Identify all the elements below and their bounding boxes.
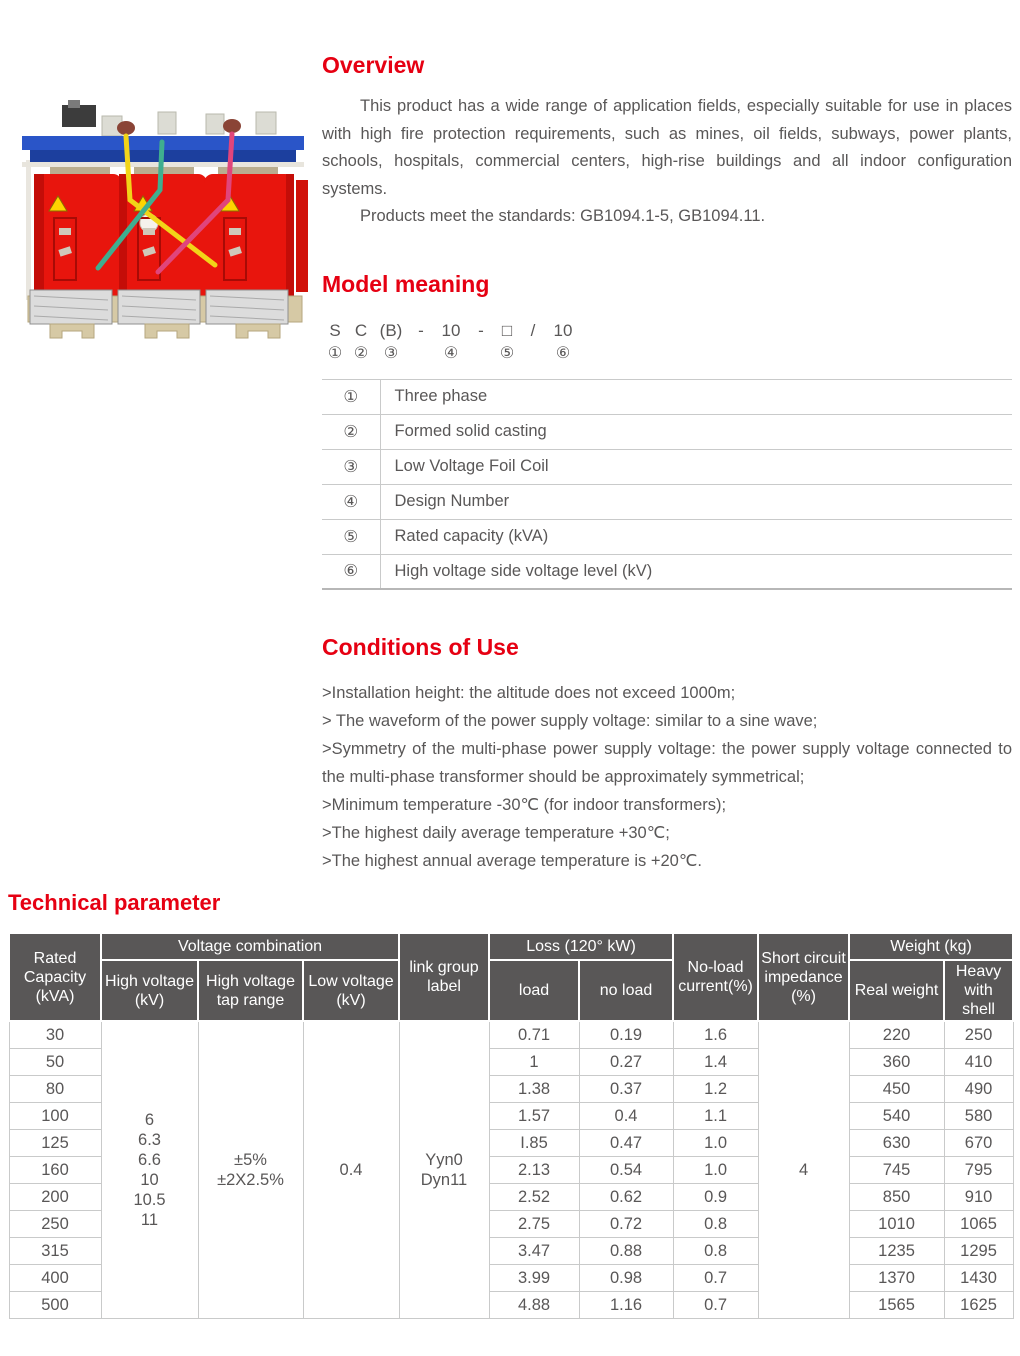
high-voltage-cell: 6 6.3 6.6 10 10.5 11	[101, 1021, 198, 1318]
model-code-segment	[408, 320, 434, 343]
low-voltage-cell: 0.4	[303, 1021, 399, 1318]
condition-item: > The waveform of the power supply voltage: similar to a sine wave;	[322, 712, 818, 730]
load-loss-cell: 3.47	[489, 1237, 579, 1264]
shell-weight-cell: 1430	[944, 1264, 1013, 1291]
model-meaning-row	[322, 519, 1012, 554]
model-code-segment	[494, 320, 520, 365]
no-load-loss-cell: 0.27	[579, 1048, 673, 1075]
load-loss-cell: 0.71	[489, 1021, 579, 1048]
impedance-cell: 4	[758, 1021, 849, 1318]
load-loss-cell: 2.52	[489, 1183, 579, 1210]
transformer-product-photo	[10, 50, 315, 355]
real-weight-cell: 850	[849, 1183, 944, 1210]
no-load-loss-cell: 0.37	[579, 1075, 673, 1102]
real-weight-cell: 360	[849, 1048, 944, 1075]
header-weight: Weight (kg)	[849, 933, 1013, 960]
capacity-cell: 315	[9, 1237, 101, 1264]
model-desc-cell: Three phase	[380, 379, 1012, 414]
load-loss-cell: 1	[489, 1048, 579, 1075]
model-meaning-row	[322, 484, 1012, 519]
model-code-symbol: (B)	[379, 320, 403, 340]
control-box	[62, 105, 96, 127]
no-load-loss-cell: 0.4	[579, 1102, 673, 1129]
model-code-symbol: -	[418, 320, 424, 340]
header-load: load	[489, 960, 579, 1021]
no-load-current-cell: 1.0	[673, 1129, 758, 1156]
shell-weight-cell: 250	[944, 1021, 1013, 1048]
model-meaning-row	[322, 379, 1012, 414]
model-desc-cell: Rated capacity (kVA)	[380, 519, 1012, 554]
model-code-mark: ⑤	[499, 344, 515, 362]
header-no-load-current: No-load current(%)	[673, 933, 758, 1021]
capacity-cell: 200	[9, 1183, 101, 1210]
model-desc-cell: Design Number	[380, 484, 1012, 519]
base-feet	[50, 324, 280, 338]
tap-range-cell: ±5% ±2X2.5%	[198, 1021, 303, 1318]
model-mark-cell: ⑥	[322, 554, 380, 589]
real-weight-cell: 1235	[849, 1237, 944, 1264]
model-mark-cell: ②	[322, 414, 380, 449]
model-code-line	[322, 320, 1012, 365]
model-code-segment	[434, 320, 468, 365]
shell-weight-cell: 670	[944, 1129, 1013, 1156]
model-code-mark: ③	[383, 344, 399, 362]
shell-weight-cell: 795	[944, 1156, 1013, 1183]
capacity-cell: 30	[9, 1021, 101, 1048]
real-weight-cell: 540	[849, 1102, 944, 1129]
no-load-loss-cell: 0.88	[579, 1237, 673, 1264]
header-no-load: no load	[579, 960, 673, 1021]
model-code-symbol: /	[530, 320, 536, 340]
model-code-mark: ①	[327, 344, 343, 362]
standards-line: Products meet the standards: GB1094.1-5, GB1094.11.	[360, 207, 766, 225]
shell-weight-cell: 490	[944, 1075, 1013, 1102]
model-mark-cell: ④	[322, 484, 380, 519]
real-weight-cell: 1565	[849, 1291, 944, 1318]
no-load-loss-cell: 0.72	[579, 1210, 673, 1237]
real-weight-cell: 220	[849, 1021, 944, 1048]
shell-weight-cell: 1295	[944, 1237, 1013, 1264]
real-weight-cell: 1370	[849, 1264, 944, 1291]
header-loss: Loss (120° kW)	[489, 933, 673, 960]
model-mark-cell: ⑤	[322, 519, 380, 554]
no-load-current-cell: 0.7	[673, 1291, 758, 1318]
no-load-loss-cell: 0.98	[579, 1264, 673, 1291]
no-load-current-cell: 1.2	[673, 1075, 758, 1102]
load-loss-cell: 2.75	[489, 1210, 579, 1237]
load-loss-cell: I.85	[489, 1129, 579, 1156]
model-meaning-row	[322, 449, 1012, 484]
header-rated-capacity: Rated Capacity (kVA)	[9, 933, 101, 1021]
header-tap-range: High voltage tap range	[198, 960, 303, 1021]
model-code-segment	[374, 320, 408, 365]
model-code-mark: ⑥	[555, 344, 571, 362]
overview-paragraph: This product has a wide range of application fields, especially suitable for use in places with high fire protection requirements, such as mines, oil fields, subways, power plants, schools, hospitals, commercial centers, high-rise buildings and all indoor configuration systems.	[322, 97, 1012, 198]
transformer-illustration	[10, 50, 315, 355]
conditions-heading: Conditions of Use	[322, 634, 519, 660]
header-voltage-combination: Voltage combination	[101, 933, 399, 960]
header-real-weight: Real weight	[849, 960, 944, 1021]
shell-weight-cell: 580	[944, 1102, 1013, 1129]
content-column	[322, 52, 1012, 875]
capacity-cell: 160	[9, 1156, 101, 1183]
model-code-symbol: S	[329, 320, 341, 340]
real-weight-cell: 745	[849, 1156, 944, 1183]
real-weight-cell: 630	[849, 1129, 944, 1156]
model-code-symbol: 10	[441, 320, 461, 340]
model-desc-cell: Low Voltage Foil Coil	[380, 449, 1012, 484]
real-weight-cell: 1010	[849, 1210, 944, 1237]
no-load-current-cell: 0.8	[673, 1210, 758, 1237]
capacity-cell: 500	[9, 1291, 101, 1318]
no-load-loss-cell: 0.19	[579, 1021, 673, 1048]
capacity-cell: 250	[9, 1210, 101, 1237]
shell-weight-cell: 1625	[944, 1291, 1013, 1318]
model-code-segment	[348, 320, 374, 365]
capacity-cell: 80	[9, 1075, 101, 1102]
no-load-current-cell: 1.1	[673, 1102, 758, 1129]
load-loss-cell: 2.13	[489, 1156, 579, 1183]
header-low-voltage: Low voltage (kV)	[303, 960, 399, 1021]
model-mark-cell: ①	[322, 379, 380, 414]
no-load-current-cell: 1.6	[673, 1021, 758, 1048]
overview-heading: Overview	[322, 52, 425, 78]
model-meaning-row	[322, 414, 1012, 449]
tech-table-row	[9, 1021, 1013, 1048]
no-load-current-cell: 0.7	[673, 1264, 758, 1291]
condition-item: >The highest annual average temperature is +20℃.	[322, 852, 702, 870]
header-link-group: link group label	[399, 933, 489, 1021]
model-desc-cell: High voltage side voltage level (kV)	[380, 554, 1012, 589]
model-meaning-table	[322, 379, 1012, 591]
load-loss-cell: 1.38	[489, 1075, 579, 1102]
condition-item: >Symmetry of the multi-phase power supply voltage: the power supply voltage connected to the multi-phase transformer should be approximately symmetrical;	[322, 740, 1012, 786]
condition-item: >Minimum temperature -30℃ (for indoor transformers);	[322, 796, 727, 814]
model-code-segment	[468, 320, 494, 343]
model-code-mark: ②	[353, 344, 369, 362]
model-code-segment	[546, 320, 580, 365]
model-code-symbol: 10	[553, 320, 573, 340]
model-code-symbol: □	[501, 320, 513, 340]
condition-item: >Installation height: the altitude does not exceed 1000m;	[322, 684, 736, 702]
technical-parameter-heading: Technical parameter	[8, 890, 221, 915]
condition-item: >The highest daily average temperature +30℃;	[322, 824, 670, 842]
model-code-segment	[322, 320, 348, 365]
shell-weight-cell: 410	[944, 1048, 1013, 1075]
header-heavy-shell: Heavy with shell	[944, 960, 1013, 1021]
real-weight-cell: 450	[849, 1075, 944, 1102]
model-meaning-heading: Model meaning	[322, 270, 490, 297]
no-load-current-cell: 0.8	[673, 1237, 758, 1264]
model-code-symbol: -	[478, 320, 484, 340]
no-load-current-cell: 1.4	[673, 1048, 758, 1075]
capacity-cell: 125	[9, 1129, 101, 1156]
no-load-loss-cell: 1.16	[579, 1291, 673, 1318]
link-group-cell: Yyn0 Dyn11	[399, 1021, 489, 1318]
load-loss-cell: 4.88	[489, 1291, 579, 1318]
no-load-current-cell: 0.9	[673, 1183, 758, 1210]
load-loss-cell: 1.57	[489, 1102, 579, 1129]
no-load-loss-cell: 0.62	[579, 1183, 673, 1210]
model-code-symbol: C	[354, 320, 368, 340]
technical-parameter-table	[8, 932, 1014, 1319]
header-high-voltage: High voltage (kV)	[101, 960, 198, 1021]
model-code-mark: ④	[443, 344, 459, 362]
capacity-cell: 100	[9, 1102, 101, 1129]
technical-parameter-section	[8, 890, 1012, 1319]
model-mark-cell: ③	[322, 449, 380, 484]
shell-weight-cell: 1065	[944, 1210, 1013, 1237]
no-load-current-cell: 1.0	[673, 1156, 758, 1183]
model-desc-cell: Formed solid casting	[380, 414, 1012, 449]
shell-weight-cell: 910	[944, 1183, 1013, 1210]
load-loss-cell: 3.99	[489, 1264, 579, 1291]
no-load-loss-cell: 0.54	[579, 1156, 673, 1183]
capacity-cell: 50	[9, 1048, 101, 1075]
no-load-loss-cell: 0.47	[579, 1129, 673, 1156]
model-code-segment	[520, 320, 546, 343]
cooling-fans	[30, 290, 288, 324]
capacity-cell: 400	[9, 1264, 101, 1291]
conditions-list	[322, 679, 1012, 875]
header-impedance: Short circuit impedance (%)	[758, 933, 849, 1021]
model-meaning-row	[322, 554, 1012, 589]
